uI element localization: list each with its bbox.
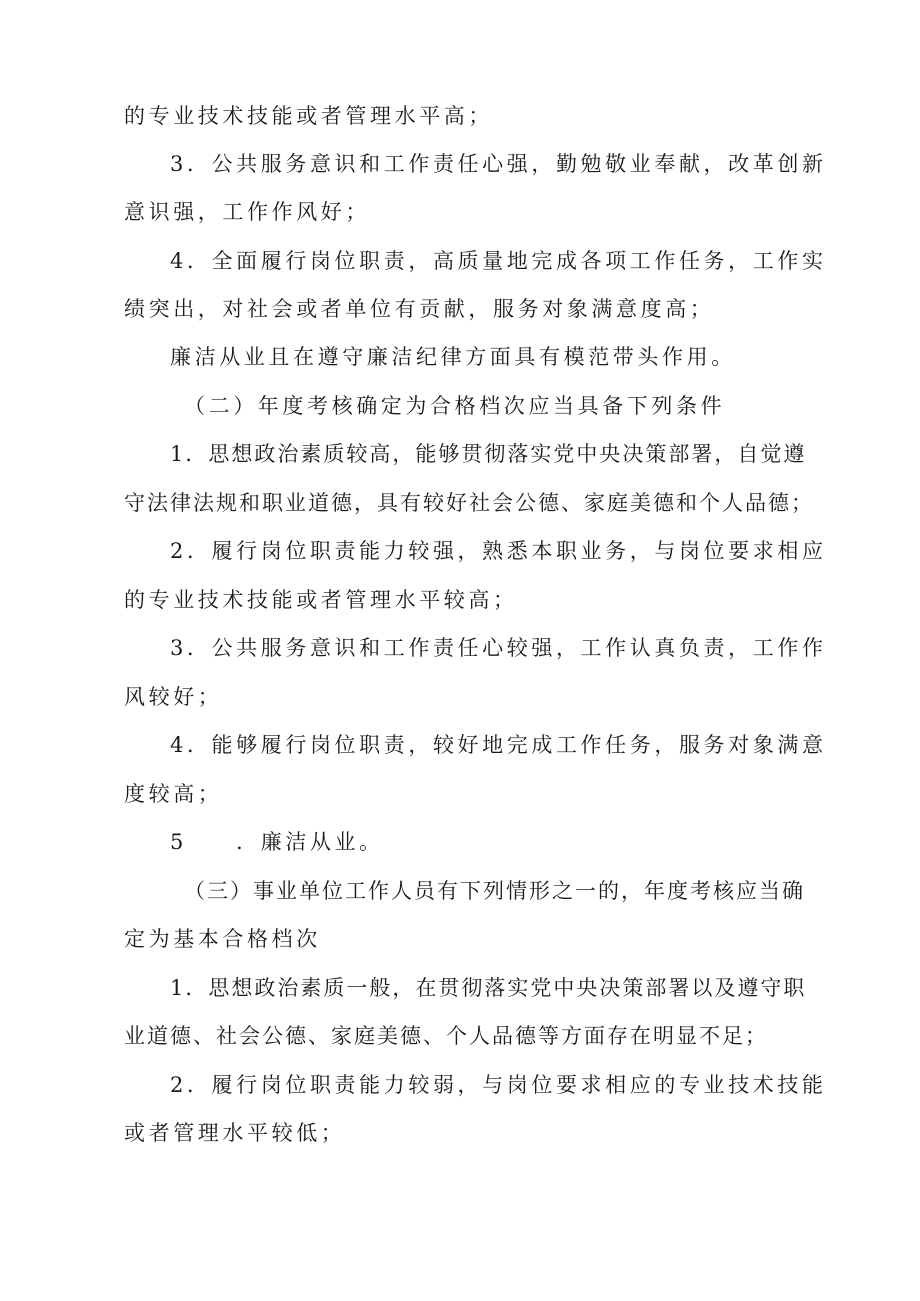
list-item-2-line-2: 或者管理水平较低； — [124, 1121, 346, 1145]
list-item-1-line-2: 守法律法规和职业道德，具有较好社会公德、家庭美德和个人品德； — [124, 491, 814, 515]
section-heading-3-line-2: 定为基本合格档次 — [124, 927, 321, 951]
list-item-1-line-2: 业道德、社会公德、家庭美德、个人品德等方面存在明显不足； — [124, 1024, 768, 1048]
list-item-3-line-1: 3．公共服务意识和工作责任心较强，工作认真负责，工作作 — [170, 636, 827, 660]
list-item-4-line-1: 4．能够履行岗位职责，较好地完成工作任务，服务对象满意 — [170, 733, 827, 757]
list-item-3-line-1: 3．公共服务意识和工作责任心强，勤勉敬业奉献，改革创新 — [170, 152, 827, 176]
list-item-1-line-1: 1．思想政治素质较高，能够贯彻落实党中央决策部署，自觉遵 — [170, 442, 807, 466]
list-item-1-line-1: 1．思想政治素质一般，在贯彻落实党中央决策部署以及遵守职 — [170, 976, 807, 1000]
text-line: 的专业技术技能或者管理水平高； — [124, 104, 493, 128]
list-item-4-line-2: 度较高； — [124, 782, 223, 806]
list-item-4-line-1: 4．全面履行岗位职责，高质量地完成各项工作任务，工作实 — [170, 249, 827, 273]
list-item-2-line-1: 2．履行岗位职责能力较强，熟悉本职业务，与岗位要求相应 — [170, 539, 827, 563]
list-item-5: 5 ．廉洁从业。 — [170, 830, 384, 854]
section-heading-3-line-1: （三）事业单位工作人员有下列情形之一的，年度考核应当确 — [184, 879, 805, 903]
list-item-2-line-1: 2．履行岗位职责能力较弱，与岗位要求相应的专业技术技能 — [170, 1073, 827, 1097]
list-item-3-line-2: 风较好； — [124, 685, 223, 709]
paragraph-line: 廉洁从业且在遵守廉洁纪律方面具有模范带头作用。 — [170, 345, 736, 369]
list-item-3-line-2: 意识强，工作作风好； — [124, 200, 370, 224]
section-heading-2: （二）年度考核确定为合格档次应当具备下列条件 — [184, 394, 726, 418]
list-item-2-line-2: 的专业技术技能或者管理水平较高； — [124, 588, 518, 612]
list-item-4-line-2: 绩突出，对社会或者单位有贡献，服务对象满意度高； — [124, 297, 715, 321]
